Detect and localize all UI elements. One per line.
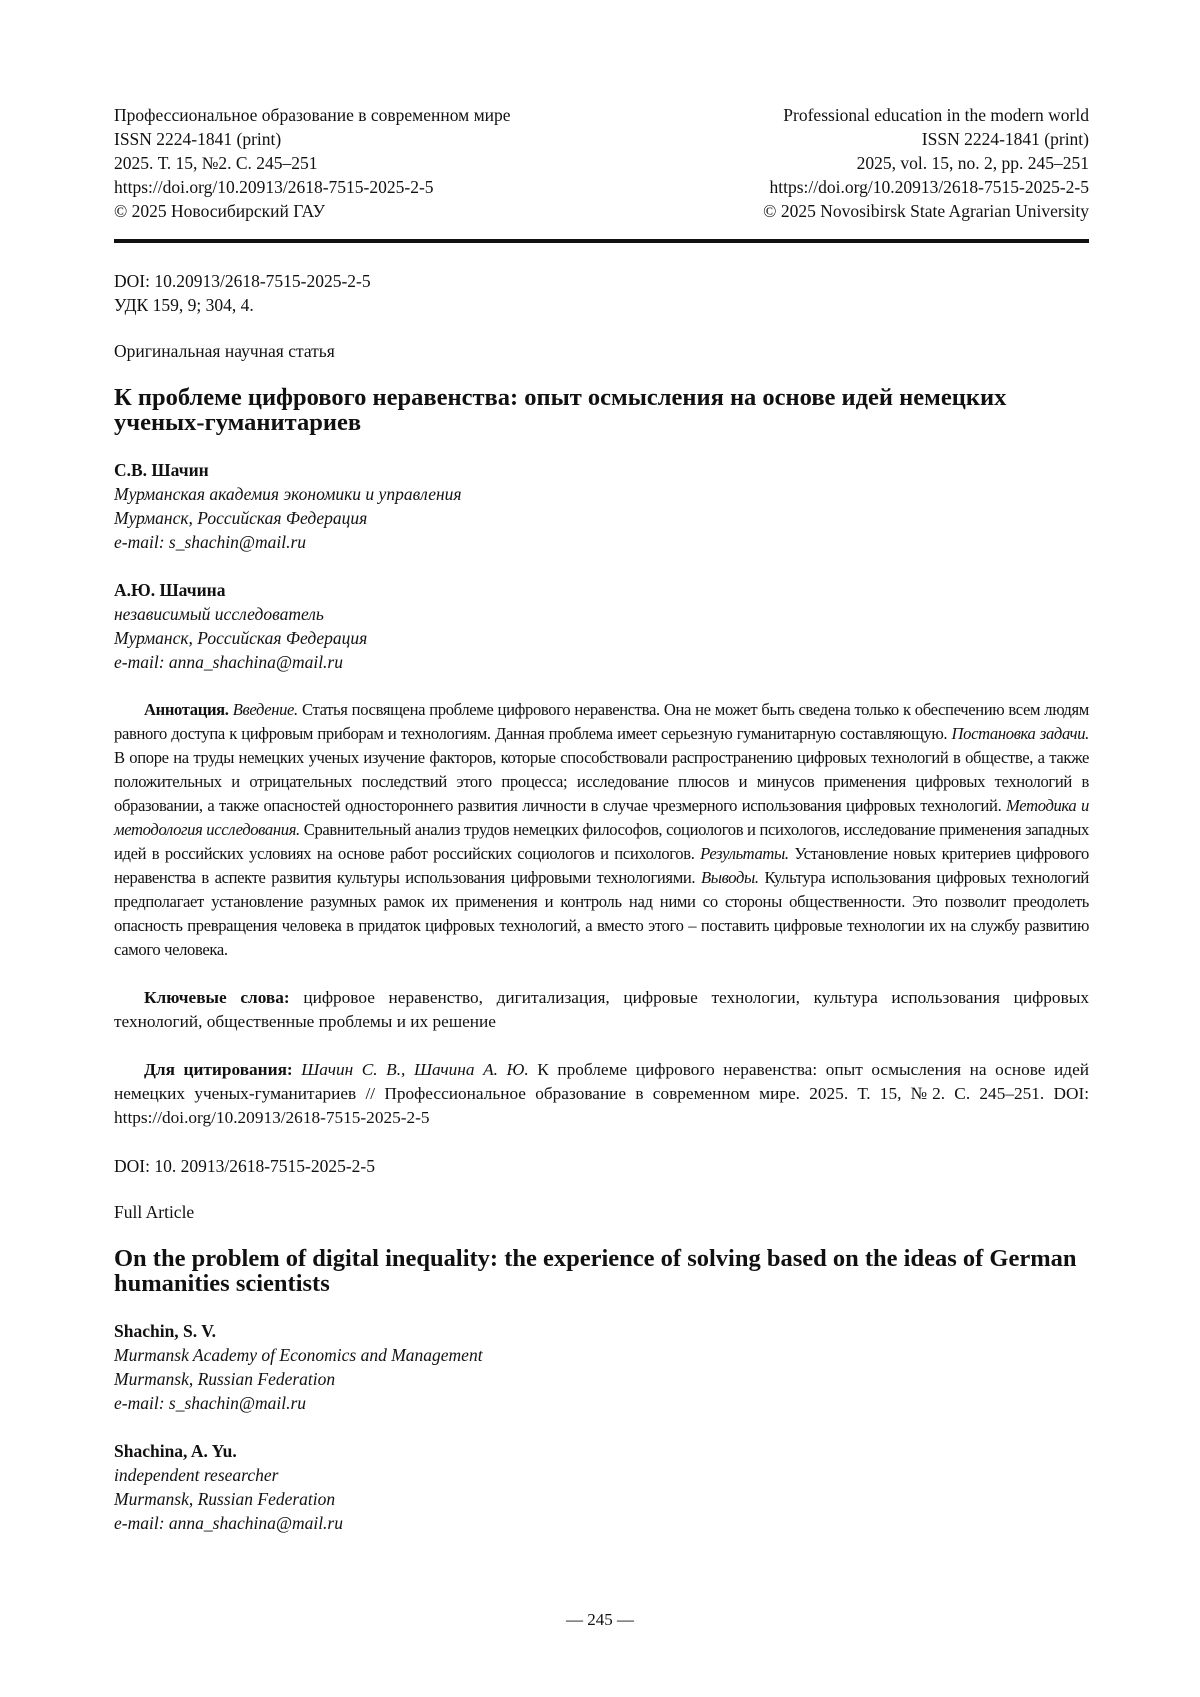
page-number: — 245 — — [0, 1608, 1200, 1632]
header-ru — [114, 103, 511, 223]
citation-text: К проблеме цифрового неравенства: опыт осмысления на основе идей немецких ученых-гуманитариев // Профессиональное образование в современном мире. 2025. Т. 15, №2. С. 245–251. DOI: https://doi.org/10.20913/2618-7515-2025-2-5 — [114, 1060, 1089, 1127]
header-divider — [114, 239, 1089, 243]
abstract-results-label: Результаты. — [700, 844, 789, 863]
ru-abstract — [114, 698, 1089, 962]
en-article-title: On the problem of digital inequality: the experience of solving based on the ideas of German humanities scientists — [114, 1246, 1089, 1296]
journal-page — [0, 0, 1200, 1697]
en-author-1 — [114, 1319, 1089, 1415]
author-name: С.В. Шачин — [114, 458, 1089, 482]
ru-author-1 — [114, 458, 1089, 554]
author-location: Мурманск, Российская Федерация — [114, 506, 1089, 530]
ru-doi: DOI: 10.20913/2618-7515-2025-2-5 — [114, 269, 1089, 293]
running-header — [114, 103, 1089, 223]
page-content — [114, 103, 1089, 1535]
keywords-label: Ключевые слова: — [144, 988, 290, 1007]
ru-keywords — [114, 986, 1089, 1034]
abstract-task: В опоре на труды немецких ученых изучение факторов, которые способствовали распространению цифровых технологий в обществе, а также положительных и отрицательных последствий этого процесса; исследование плюсов и минусов применения цифровых технологий в образовании, а также опасностей одностороннего развития личности в случае чрезмерного использования цифровых технологий. — [114, 748, 1089, 815]
en-doi: DOI: 10. 20913/2618-7515-2025-2-5 — [114, 1154, 1089, 1178]
header-ru-doi-link[interactable]: https://doi.org/10.20913/2618-7515-2025-2-5 — [114, 175, 511, 199]
abstract-task-label: Постановка задачи. — [952, 724, 1089, 743]
abstract-conclusions-label: Выводы. — [701, 868, 759, 887]
author-name: Shachin, S. V. — [114, 1319, 1089, 1343]
ru-author-2 — [114, 578, 1089, 674]
abstract-method: Сравнительный анализ трудов немецких философов, социологов и психологов, исследование применения западных идей в российских условиях на основе работ российских социологов и психологов. — [114, 820, 1089, 863]
header-ru-copyright: © 2025 Новосибирский ГАУ — [114, 199, 511, 223]
en-author-2 — [114, 1439, 1089, 1535]
citation-authors: Шачин С. В., Шачина А. Ю. — [301, 1060, 528, 1079]
author-name: А.Ю. Шачина — [114, 578, 1089, 602]
ru-article-type: Оригинальная научная статья — [114, 339, 1089, 363]
author-affiliation: independent researcher — [114, 1463, 1089, 1487]
header-en-issn: ISSN 2224-1841 (print) — [763, 127, 1089, 151]
author-location: Мурманск, Российская Федерация — [114, 626, 1089, 650]
author-location: Murmansk, Russian Federation — [114, 1367, 1089, 1391]
header-ru-journal: Профессиональное образование в современном мире — [114, 103, 511, 127]
header-ru-issue: 2025. Т. 15, №2. С. 245–251 — [114, 151, 511, 175]
ru-citation — [114, 1058, 1089, 1130]
header-en — [763, 103, 1089, 223]
citation-label: Для цитирования: — [144, 1060, 293, 1079]
abstract-label: Аннотация. — [144, 700, 229, 719]
keywords-text: цифровое неравенство, дигитализация, цифровые технологии, культура использования цифровых технологий, общественные проблемы и их решение — [114, 988, 1089, 1031]
en-article-type: Full Article — [114, 1200, 1089, 1224]
author-location: Murmansk, Russian Federation — [114, 1487, 1089, 1511]
header-en-doi-link[interactable]: https://doi.org/10.20913/2618-7515-2025-2-5 — [763, 175, 1089, 199]
author-affiliation: Мурманская академия экономики и управления — [114, 482, 1089, 506]
ru-meta — [114, 269, 1089, 317]
author-email[interactable]: e-mail: anna_shachina@mail.ru — [114, 650, 1089, 674]
abstract-conclusions: Культура использования цифровых технологий предполагает установление разумных рамок их применения и контроль над ними со стороны общественности. Это позволит преодолеть опасность превращения человека в придаток цифровых технологий, а вместо этого – поставить цифровые технологии их на службу развитию самого человека. — [114, 868, 1089, 959]
author-affiliation: независимый исследователь — [114, 602, 1089, 626]
header-en-issue: 2025, vol. 15, no. 2, pp. 245–251 — [763, 151, 1089, 175]
author-affiliation: Murmansk Academy of Economics and Management — [114, 1343, 1089, 1367]
ru-udk: УДК 159, 9; 304, 4. — [114, 293, 1089, 317]
abstract-results: Установление новых критериев цифрового неравенства в аспекте развития культуры использования цифровыми технологиями. — [114, 844, 1089, 887]
author-email[interactable]: e-mail: s_shachin@mail.ru — [114, 1391, 1089, 1415]
abstract-method-label: Методика и методология исследования. — [114, 796, 1089, 839]
author-name: Shachina, A. Yu. — [114, 1439, 1089, 1463]
ru-article-title: К проблеме цифрового неравенства: опыт осмысления на основе идей немецких ученых-гуманитариев — [114, 385, 1089, 435]
author-email[interactable]: e-mail: anna_shachina@mail.ru — [114, 1511, 1089, 1535]
abstract-intro: Статья посвящена проблеме цифрового неравенства. Она не может быть сведена только к обеспечению всем людям равного доступа к цифровым приборам и технологиям. Данная проблема имеет серьезную гуманитарную составляющую. — [114, 700, 1089, 743]
abstract-intro-label: Введение. — [233, 700, 298, 719]
header-en-journal: Professional education in the modern world — [763, 103, 1089, 127]
header-ru-issn: ISSN 2224-1841 (print) — [114, 127, 511, 151]
author-email[interactable]: e-mail: s_shachin@mail.ru — [114, 530, 1089, 554]
header-en-copyright: © 2025 Novosibirsk State Agrarian University — [763, 199, 1089, 223]
